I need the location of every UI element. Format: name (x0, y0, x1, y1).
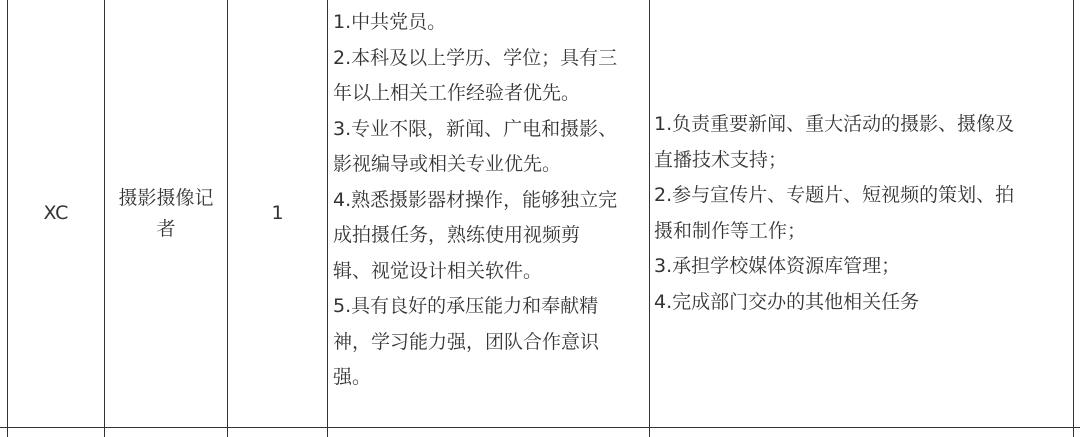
requirement-line: 强。 (333, 366, 372, 388)
requirement-line: 神，学习能力强，团队合作意识 (333, 330, 600, 353)
duties-list (654, 107, 1014, 320)
table-border-right (1073, 0, 1074, 437)
duty-line: 4.完成部门交办的其他相关任务 (654, 290, 920, 313)
requirement-line: 成拍摄任务，熟练使用视频剪 (333, 224, 581, 246)
position-name-line: 者 (156, 217, 176, 240)
requirement-line: 1.中共党员。 (333, 11, 447, 33)
cell-code (8, 0, 104, 427)
code-text: XC (43, 202, 69, 224)
requirement-line: 2.本科及以上学历、学位；具有三 (333, 46, 618, 69)
cell-count (228, 0, 327, 427)
position-name-line: 摄影摄像记 (118, 186, 214, 209)
cell-position-name (105, 0, 227, 427)
requirement-line: 5.具有良好的承压能力和奉献精 (333, 295, 599, 317)
duty-line: 2.参与宣传片、专题片、短视频的策划、拍 (654, 184, 1015, 206)
requirements-list (333, 5, 617, 396)
requirement-line: 影视编导或相关专业优先。 (333, 153, 562, 175)
duty-line: 摄和制作等工作； (654, 219, 807, 242)
table-divider-4 (649, 0, 650, 437)
duty-line: 直播技术支持； (654, 148, 788, 171)
duty-line: 3.承担学校媒体资源库管理； (654, 255, 901, 277)
position-name (118, 183, 213, 245)
count-text: 1 (271, 202, 284, 224)
requirement-line: 4.熟悉摄影器材操作，能够独立完 (333, 188, 618, 211)
table-divider-3 (327, 0, 328, 437)
table-row-bottom-border (0, 427, 1080, 428)
duty-line: 1.负责重要新闻、重大活动的摄影、摄像及 (654, 113, 1015, 135)
requirement-line: 辑、视觉设计相关软件。 (333, 259, 543, 282)
requirement-line: 年以上相关工作经验者优先。 (333, 82, 581, 104)
requirement-line: 3.专业不限，新闻、广电和摄影、 (333, 117, 618, 140)
